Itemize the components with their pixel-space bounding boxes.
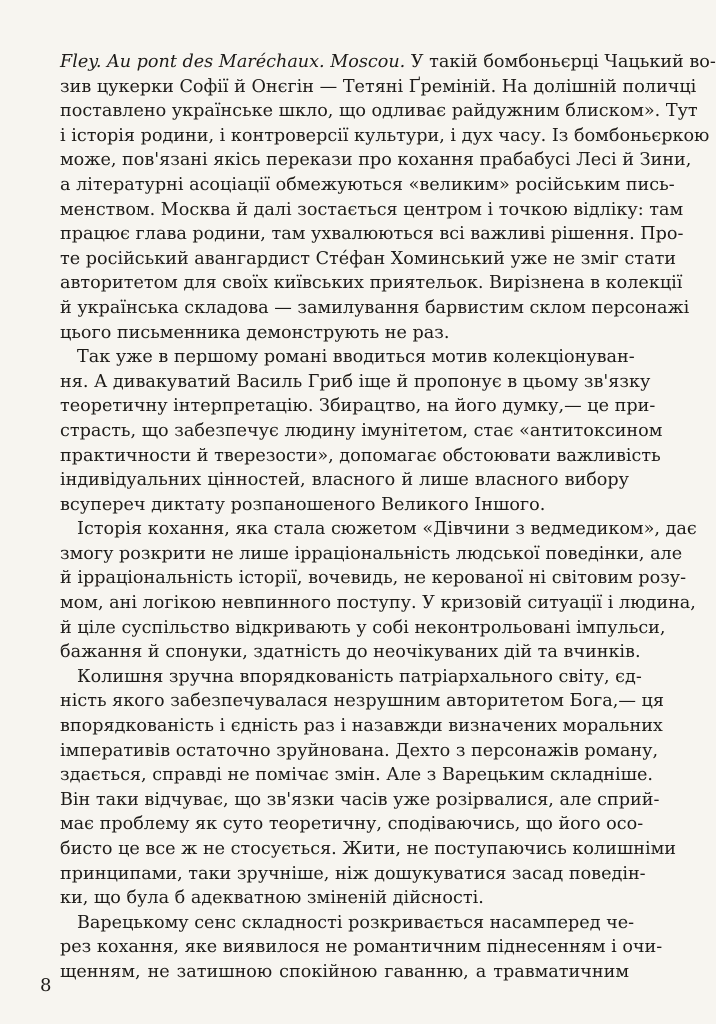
text-line: поставлено українське шкло, що одливає райдужним блиском». Тут <box>60 101 698 122</box>
text-line: всупереч диктату розпаношеного Великого Іншого. <box>60 494 546 515</box>
text-line: страсть, що забезпечує людину імунітетом, стає «антитоксином <box>60 420 663 441</box>
page-number: 8 <box>40 975 52 996</box>
text-line: впорядкованість і єдність раз і назавжди визначених моральних <box>60 716 663 737</box>
text-line: ки, що була б адекватною зміненій дійсності. <box>60 888 484 909</box>
text-line: Варецькому сенс складності розкривається насамперед че- <box>77 912 635 933</box>
text-line: Fley. Au pont des Maréchaux. Moscou. У такій бомбоньєрці Чацький во- <box>60 52 716 72</box>
text-line: і історія родини, і контроверсії культури, і дух часу. Із бомбоньєркою <box>60 125 710 146</box>
text-line: бажання й спонуки, здатність до неочікуваних дій та вчинків. <box>60 642 641 663</box>
text-line: й ірраціональність історії, вочевидь, не керованої ні світовим розу- <box>60 568 687 589</box>
text-line: ність якого забезпечувалася незрушним авторитетом Бога,— ця <box>60 691 664 712</box>
text-line: Історія кохання, яка стала сюжетом «Дівчини з ведмедиком», дає <box>77 519 697 540</box>
text-line: Так уже в першому романі вводиться мотив колекціонуван- <box>77 347 635 368</box>
text-line: теоретичну інтерпретацію. Збирацтво, на його думку,— це при- <box>60 396 656 417</box>
paragraph-4 <box>60 665 677 911</box>
text-line: має проблему як суто теоретичну, сподіваючись, що його осо- <box>60 814 644 835</box>
paragraph-3 <box>60 517 697 665</box>
text-line: цього письменника демонструють не раз. <box>60 322 450 343</box>
text-line: бисто це все ж не стосується. Жити, не поступаючись колишніми <box>60 839 677 859</box>
text-line: працює глава родини, там ухвалюються всі важливі рішення. Про- <box>60 224 684 245</box>
italic-inscription: Fley. Au pont des Maréchaux. Moscou. <box>60 52 406 72</box>
text-line: щенням, не затишною спокійною гаванню, а травматичним <box>60 961 629 982</box>
paragraph-2 <box>60 345 663 517</box>
text-line: зив цукерки Софії й Онєгін — Тетяні Ґреміній. На долішній поличці <box>60 76 697 97</box>
text-line: авторитетом для своїх київських приятельок. Вирізнена в колекції <box>60 273 683 294</box>
text-line: мом, ані логікою невпинного поступу. У кризовій ситуації і людина, <box>60 593 696 614</box>
paragraph-5 <box>60 911 663 985</box>
text-line: індивідуальних цінностей, власного й лише власного вибору <box>60 470 629 491</box>
paragraph-1 <box>60 50 716 345</box>
text-line: й ціле суспільство відкривають у собі неконтрольовані імпульси, <box>60 617 666 638</box>
text-line: те російський авангардист Стéфан Хоминський уже не зміг стати <box>60 248 677 269</box>
text-line: ня. А дивакуватий Василь Гриб іще й пропонує в цьому зв'язку <box>60 371 651 392</box>
body-text <box>60 50 716 985</box>
text-line: Він таки відчуває, що зв'язки часів уже розірвалися, але сприй- <box>60 789 660 810</box>
text-line: здається, справді не помічає змін. Але з Варецьким складніше. <box>60 765 653 786</box>
text-line: змогу розкрити не лише ірраціональність людської поведінки, але <box>60 543 683 564</box>
text-line: принципами, таки зручніше, ніж дошукуватися засад поведін- <box>60 863 646 884</box>
text-line: може, пов'язані якісь перекази про кохання прабабусі Лесі й Зини, <box>60 150 692 171</box>
text-line: Колишня зручна впорядкованість патріархального світу, єд- <box>77 666 642 687</box>
text-line: рез кохання, яке виявилося не романтичним піднесенням і очи- <box>60 937 663 958</box>
text-line: менством. Москва й далі зостається центром і точкою відліку: там <box>60 199 684 220</box>
text-line: імперативів остаточно зруйнована. Дехто з персонажів роману, <box>60 740 659 761</box>
text-line: й українська складова — замилування барвистим склом персонажі <box>60 297 690 318</box>
text-line: практичности й тверезости», допомагає обстоювати важливість <box>60 445 661 466</box>
text-line: а літературні асоціації обмежуються «великим» російським пись- <box>60 174 675 195</box>
